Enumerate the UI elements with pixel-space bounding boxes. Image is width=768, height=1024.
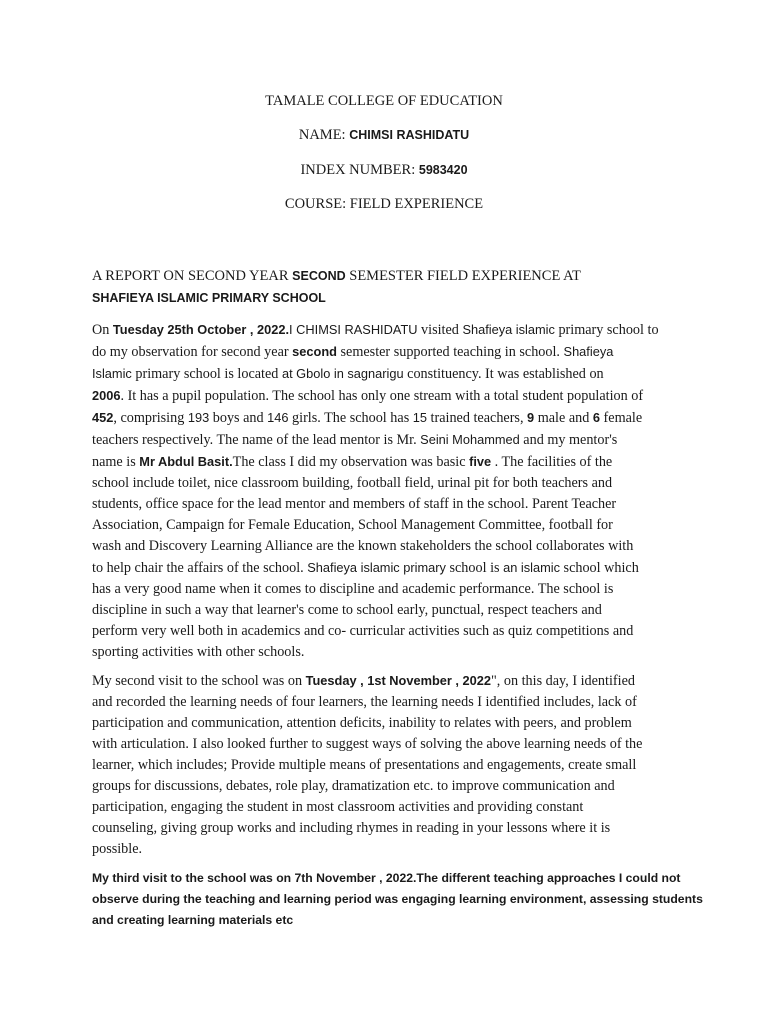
text-run: perform very well both in academics and co- curricular activities such as quiz competitions and	[92, 623, 634, 639]
text-run: Tuesday 25th October , 2022.	[112, 322, 290, 337]
text-run: My second visit to the school was on	[92, 673, 306, 689]
text-line	[92, 429, 682, 451]
text-run: school is	[445, 560, 504, 576]
college-title: TAMALE COLLEGE OF EDUCATION	[265, 93, 503, 109]
index-value: 5983420	[418, 163, 468, 177]
text-run: On	[92, 322, 113, 338]
text-run: possible.	[92, 841, 143, 857]
student-name-line	[0, 127, 768, 144]
text-run: to help chair the affairs of the school.	[92, 560, 308, 576]
text-run: constituency. It was established on	[403, 366, 604, 382]
text-run: primary school is located	[131, 366, 282, 382]
text-run: school which	[560, 560, 639, 576]
text-run: ", on this day, I identified	[491, 673, 635, 689]
report-title-part: SEMESTER FIELD EXPERIENCE AT	[345, 268, 581, 284]
text-run: 15	[412, 410, 427, 425]
text-run: male and	[534, 410, 593, 426]
report-title	[92, 265, 692, 309]
text-run: sporting activities with other schools.	[92, 644, 305, 660]
text-run: Mr Abdul Basit.	[139, 454, 233, 469]
text-run: visited	[417, 322, 463, 338]
text-run: students, office space for the lead mentor and members of staff in the school. Parent Teacher	[92, 496, 617, 512]
text-run: semester supported teaching in school.	[336, 344, 564, 360]
text-run: 9	[527, 410, 535, 425]
text-run: do my observation for second year	[92, 344, 293, 360]
text-run: participation and communication, attention deficits, inability to relates with peers, and problem	[92, 715, 632, 731]
text-run: observe during the teaching and learning period was engaging learning environment, assessing students	[92, 892, 703, 906]
text-line	[92, 341, 682, 363]
text-run: female	[600, 410, 643, 426]
text-run: teachers respectively. The name of the lead mentor is Mr.	[92, 432, 421, 448]
text-run: 6	[592, 410, 600, 425]
text-run: at Gbolo in sagnarigu	[281, 366, 404, 381]
text-run: Shafieya islamic primary	[307, 560, 446, 575]
text-run: wash and Discovery Learning Alliance are the known stakeholders the school collaborates with	[92, 538, 634, 554]
text-line	[92, 670, 682, 692]
text-run: My third visit to the school was on 7th November , 2022.The different teaching approaches I could not	[92, 871, 681, 885]
paragraph-third-visit	[92, 868, 703, 931]
index-label: INDEX NUMBER:	[300, 162, 419, 178]
index-number-line	[0, 162, 768, 179]
text-run: and recorded the learning needs of four learners, the learning needs I identified includes, lack of	[92, 694, 637, 710]
text-run: 146	[267, 410, 289, 425]
text-run: and creating learning materials etc	[92, 913, 294, 927]
text-run: Association, Campaign for Female Education, School Management Committee, football for	[92, 517, 613, 533]
text-run: has a very good name when it comes to discipline and academic performance. The school is	[92, 581, 614, 597]
text-run: primary school to	[554, 322, 659, 338]
report-title-part: A REPORT ON SECOND YEAR	[92, 268, 293, 284]
text-run: learner, which includes; Provide multiple means of presentations and engagements, create small	[92, 757, 637, 773]
text-run: Seini Mohammed	[420, 432, 520, 447]
text-run: Shafieya	[563, 344, 614, 359]
text-run: Islamic	[92, 366, 132, 381]
paragraph-second-visit	[92, 670, 682, 860]
name-value: CHIMSI RASHIDATU	[349, 128, 470, 142]
text-run: name is	[92, 454, 140, 470]
text-run: trained teachers,	[427, 410, 528, 426]
text-run: Shafieya islamic	[462, 322, 555, 337]
text-line	[92, 407, 682, 429]
text-run: groups for discussions, debates, role play, dramatization etc. to improve communication and	[92, 778, 615, 794]
text-line	[92, 557, 682, 579]
text-run: an islamic	[503, 560, 560, 575]
text-run: The class I did my observation was basic	[232, 454, 470, 470]
text-line	[92, 385, 682, 407]
report-title-part: SECOND	[292, 269, 346, 283]
text-run: , comprising	[113, 410, 188, 426]
text-run: with articulation. I also looked further to suggest ways of solving the above learning needs of the	[92, 736, 643, 752]
text-run: I CHIMSI RASHIDATU	[289, 322, 418, 337]
text-line	[92, 363, 682, 385]
text-run: five	[469, 454, 492, 469]
name-label: NAME:	[298, 127, 350, 143]
text-run: 193	[187, 410, 210, 425]
text-run: . It has a pupil population. The school has only one stream with a total student population of	[120, 388, 644, 404]
text-run: discipline in such a way that learner's come to school early, punctual, respect teachers and	[92, 602, 602, 618]
text-run: Tuesday , 1st November , 2022	[305, 673, 491, 688]
text-run: and my mentor's	[519, 432, 618, 448]
text-run: counseling, giving group works and including rhymes in reading in your lessons where it is	[92, 820, 611, 836]
text-line	[92, 319, 682, 341]
text-line	[92, 451, 682, 473]
report-title-school: SHAFIEYA ISLAMIC PRIMARY SCHOOL	[92, 291, 326, 305]
text-run: . The facilities of the	[491, 454, 613, 470]
text-run: 452	[92, 410, 114, 425]
text-run: second	[292, 344, 337, 359]
text-run: 2006	[92, 388, 121, 403]
paragraph-first-visit	[92, 319, 682, 663]
text-run: school include toilet, nice classroom building, football field, urinal pit for both teachers and	[92, 475, 613, 491]
text-run: participation, engaging the student in most classroom activities and providing constant	[92, 799, 584, 815]
text-run: girls. The school has	[288, 410, 413, 426]
course-line: COURSE: FIELD EXPERIENCE	[284, 196, 484, 212]
text-run: boys and	[209, 410, 268, 426]
